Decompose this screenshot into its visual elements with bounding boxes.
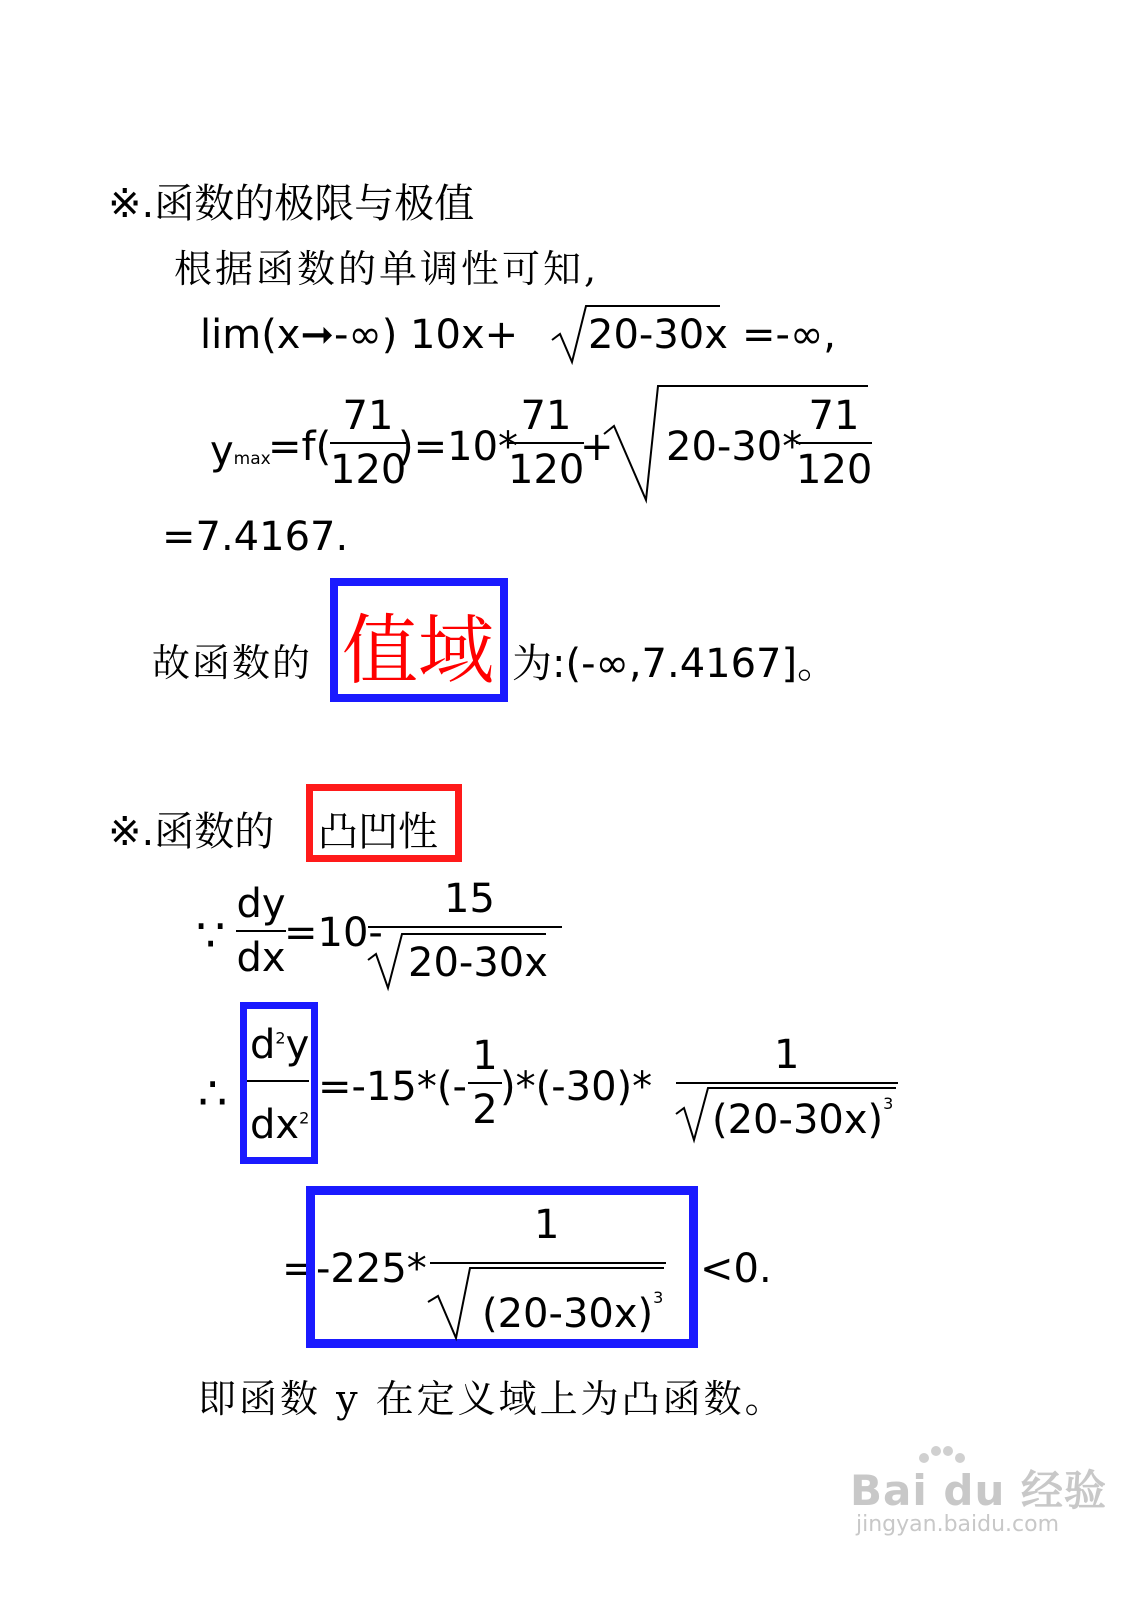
d2y-numerator: $d^2y$ — [250, 1022, 310, 1068]
section2-title: ※.函数的 — [108, 809, 275, 855]
range-suffix: 为:(-∞,7.4167]。 — [512, 641, 838, 687]
convexity-highlight-text: 凸凹性 — [318, 809, 438, 855]
section1-title: ※.函数的极限与极值 — [108, 181, 475, 227]
result-numerator-one: 1 — [534, 1202, 560, 1248]
result-coefficient: -225* — [316, 1246, 427, 1292]
conclusion-text: 即函数 y 在定义域上为凸函数。 — [198, 1377, 786, 1421]
radicand-prefix: 20-30* — [666, 424, 803, 470]
d2y-fraction-bar — [247, 1080, 309, 1082]
radicand-second-derivative: $(20-30x)^3$ — [712, 1094, 894, 1143]
result-equals: = — [282, 1246, 316, 1292]
dy-dx-fraction: dy dx — [236, 881, 286, 981]
watermark-url: jingyan.baidu.com — [856, 1512, 1060, 1537]
numerator-15: 15 — [444, 876, 495, 922]
therefore-symbol: ∴ — [198, 1066, 228, 1120]
limit-result: =-∞, — [742, 312, 836, 358]
ymax-result: =7.4167. — [162, 514, 349, 560]
paw-icon — [912, 1444, 972, 1484]
fraction-71-120-c: 71 120 — [796, 393, 873, 493]
range-highlight-text: 值域 — [342, 606, 494, 695]
second-derivative-eq-a: =-15*(- — [318, 1064, 467, 1110]
limit-expression: lim(x➞-∞) 10x+ — [200, 312, 519, 358]
range-prefix: 故函数的 — [152, 641, 313, 685]
fraction-half: 1 2 — [468, 1032, 502, 1134]
d2x-denominator: $dx^2$ — [250, 1102, 310, 1148]
result-inequality: <0. — [700, 1246, 772, 1292]
result-radicand: $(20-30x)^3$ — [482, 1288, 664, 1337]
watermark-logo: Bai du 经验 — [850, 1466, 1107, 1515]
section1-intro: 根据函数的单调性可知, — [174, 247, 600, 291]
second-derivative-eq-b: )*(-30)* — [500, 1064, 653, 1110]
first-derivative-eq: =10- — [284, 910, 383, 956]
plus-sign: + — [580, 424, 614, 470]
limit-radicand: 20-30x — [588, 312, 728, 358]
radicand-first-derivative: 20-30x — [408, 940, 548, 986]
ymax-eq: =f( — [268, 424, 332, 470]
because-symbol: ∵ — [196, 908, 226, 962]
ymax-mid: )=10* — [398, 424, 519, 470]
numerator-one: 1 — [774, 1032, 800, 1078]
fraction-71-120-b: 71 120 — [508, 393, 585, 493]
fraction-71-120-a: 71 120 — [330, 393, 407, 493]
ymax-symbol: ymax — [210, 428, 271, 474]
